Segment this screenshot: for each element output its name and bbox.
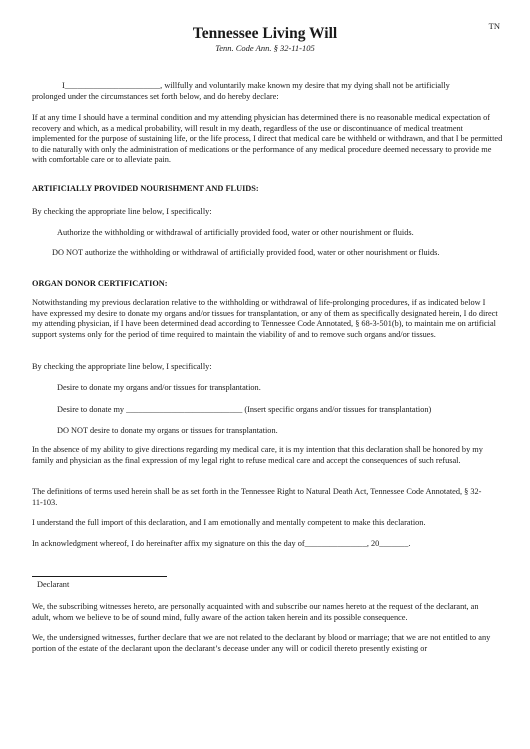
declaration-line-1: I_______________________, willfully and voluntarily make known my desire that my dying shall not be artificially <box>62 81 450 90</box>
terminal-condition-paragraph: If at any time I should have a terminal condition and my attending physician has determined there is no reasonable medical expectation of recovery and which, as a medical probability, will result in my death, regardless of the use or discontinuance of medical treatment implemented for the purpose of sustaining life, or the life process, I direct that medical care be withheld or withdrawn, and that I be permitted to die naturally with only the administration of medications or the performance of any medical procedure deemed necessary to provide me with comfortable care or to alleviate pain. <box>32 113 503 165</box>
declarant-signature-line <box>32 576 167 577</box>
nourishment-option-do-not: DO NOT authorize the withholding or withdrawal of artificially provided food, water or other nourishment or fluids. <box>52 248 440 257</box>
organ-option-do-not: DO NOT desire to donate my organs or tissues for transplantation. <box>57 426 278 435</box>
definitions-paragraph: The definitions of terms used herein shall be as set forth in the Tennessee Right to Natural Death Act, Tennessee Code Annotated, § 32-11-103. <box>32 487 482 507</box>
organ-option-donate: Desire to donate my organs and/or tissues for transplantation. <box>57 383 261 392</box>
acknowledgment-paragraph: In acknowledgment whereof, I do hereinafter affix my signature on this the day of_______________, 20_______. <box>32 539 411 548</box>
nourishment-option-authorize: Authorize the withholding or withdrawal of artificially provided food, water or other nourishment or fluids. <box>57 228 414 237</box>
state-tag: TN <box>488 21 500 31</box>
statute-citation: Tenn. Code Ann. § 32-11-105 <box>215 43 315 53</box>
document-title: Tennessee Living Will <box>192 25 338 42</box>
witness-paragraph-2: We, the undersigned witnesses, further declare that we are not related to the declarant by blood or marriage; that we are not entitled to any portion of the estate of the declarant upon the declarant’s decease under any will or codicil thereto presently existing or <box>32 633 491 653</box>
witness-paragraph-1: We, the subscribing witnesses hereto, are personally acquainted with and subscribe our names hereto at the request of the declarant, an adult, whom we believe to be of sound mind, fully aware of the action taken herein and its possible consequence. <box>32 602 479 622</box>
understand-paragraph: I understand the full import of this declaration, and I am emotionally and mentally competent to make this declaration. <box>32 518 426 527</box>
nourishment-instruction: By checking the appropriate line below, I specifically: <box>32 207 212 216</box>
organ-option-specific: Desire to donate my ____________________________ (Insert specific organs and/or tissues for transplantation) <box>57 405 432 414</box>
declarant-label: Declarant <box>37 580 70 589</box>
absence-paragraph: In the absence of my ability to give directions regarding my medical care, it is my intention that this declaration shall be honored by my family and physician as the final expression of my legal right to refuse medical care and accept the consequences of such refusal. <box>32 445 483 465</box>
notwithstanding-paragraph: Notwithstanding my previous declaration relative to the withholding or withdrawal of life-prolonging procedures, if as indicated below I have expressed my desire to donate my organs and/or tissues for transplantation, or any of them as specifically designated herein, I do direct my attending physician, if I have been determined dead according to Tennessee Code Annotated, § 68-3-501(b), to maintain me on artificial support systems only for the period of time required to maintain the viability of and to remove such organs and/or tissues. <box>32 298 498 339</box>
organ-donor-heading: ORGAN DONOR CERTIFICATION: <box>32 279 168 288</box>
organ-instruction: By checking the appropriate line below, I specifically: <box>32 362 212 371</box>
nourishment-heading: ARTIFICIALLY PROVIDED NOURISHMENT AND FLUIDS: <box>32 184 259 193</box>
declaration-line-2: prolonged under the circumstances set forth below, and do hereby declare: <box>32 92 279 101</box>
